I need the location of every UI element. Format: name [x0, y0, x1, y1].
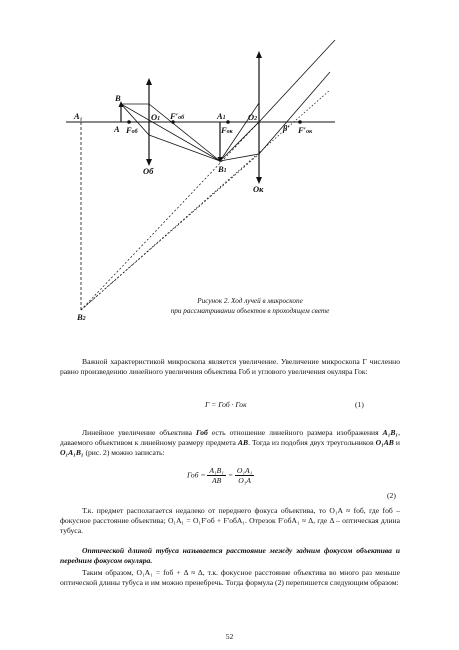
focal-point-fob — [127, 120, 131, 124]
eyepiece-arrow-top — [256, 51, 262, 58]
label-beta: β′ — [283, 123, 290, 133]
caption-line-2: при рассматривании объектов в проходящем свете — [170, 307, 330, 315]
label-b1: B1 — [218, 164, 227, 174]
label-fprime-ok: F′ок — [298, 125, 313, 135]
page-number: 52 — [225, 632, 234, 641]
label-a: A — [114, 124, 120, 134]
objective-arrow-top — [146, 78, 152, 85]
label-o2: O2 — [248, 112, 258, 122]
ray-focal-out — [149, 135, 220, 161]
formula-2: Гоб = $\frac{\text{A₁B₁}}{AB}$ = $\frac{\text{O₁A₁}}{\text{O₁A}}$ — [187, 466, 253, 485]
label-ob: Об — [143, 166, 154, 176]
eyepiece-arrow-bottom — [256, 177, 262, 184]
paragraph-conclusion: Таким образом, O₁A₁ = fоб + Δ ≈ Δ, т.к. фокусное расстояние объектива во много раз меньше оптической длины тубуса и им можно пренебречь. Тогда формула (2) перепишется следующим образом: — [60, 568, 400, 588]
dashed-ray-1 — [81, 122, 259, 310]
focal-point-fok — [226, 120, 230, 124]
label-ok: Ок — [253, 184, 264, 194]
dashed-ray-3 — [81, 90, 330, 310]
paragraph-linear-magnification: Линейное увеличение объектива Гоб есть отношение линейного размера изображения A₁B₁, даваемого объективом к линейному размеру предмета AB. Тогда из подобия двух треугольников O₁AB и O₁A₁B₁ (рис. 2) можно записать: — [60, 428, 400, 458]
objective-arrow-bottom — [146, 159, 152, 166]
formula-1: Г = Гоб · Гок — [205, 400, 247, 409]
ray-out-2 — [259, 72, 330, 154]
formula-2-number: (2) — [387, 491, 396, 500]
label-fok: Fок — [221, 125, 233, 135]
paragraph-focus: Т.к. предмет располагается недалеко от переднего фокуса объектива, то O₁A ≈ fоб, где fоб – фокусное расстояние объектива; O₁A₁ = O₁F′об + F′обA₁. Отрезок F′обA₁ ≈ Δ, где Δ – оптическая длина тубуса. — [60, 506, 400, 536]
definition-tube-length: Оптической длиной тубуса называется расстояние между задним фокусом объектива и передним фокусом окуляра. — [60, 546, 400, 566]
label-fob: Fоб — [126, 125, 138, 135]
label-fprime-ob: F′об — [170, 111, 185, 121]
focal-point-fprime-ok — [298, 120, 302, 124]
formula-1-number: (1) — [355, 400, 364, 409]
label-a1-mid: A1 — [217, 111, 226, 121]
ray-refracted — [149, 104, 220, 161]
label-o1: O1 — [151, 112, 161, 122]
figure-caption — [120, 296, 380, 316]
label-b2: B2 — [77, 312, 86, 322]
caption-line-1: Рисунок 2. Ход лучей в микроскопе — [197, 297, 303, 305]
label-b: B — [115, 93, 121, 103]
paragraph-magnification: Важной характеристикой микроскопа является увеличение. Увеличение микроскопа Г численно равно произведению линейного увеличения объектива Гоб и углового увеличения окуляра Гок: — [60, 357, 400, 377]
label-a1: A₁ — [74, 111, 83, 121]
